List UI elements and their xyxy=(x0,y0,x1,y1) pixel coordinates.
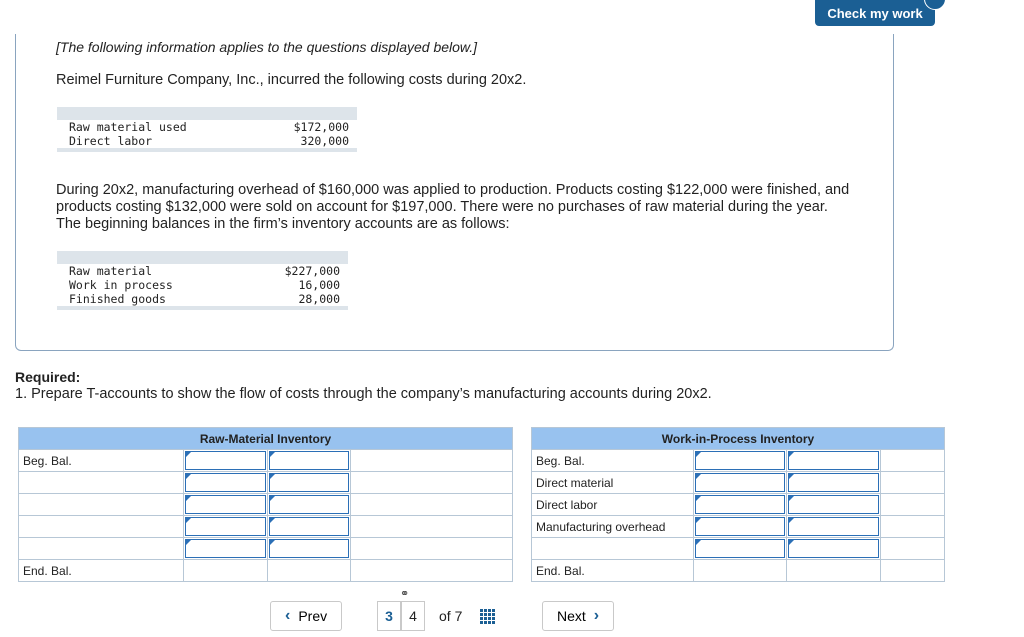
cost-label: Direct labor xyxy=(69,134,153,148)
table-row xyxy=(57,292,348,308)
lead-text: Reimel Furniture Company, Inc., incurred the following costs during 20x2. xyxy=(56,72,527,88)
debit-input[interactable] xyxy=(693,494,787,516)
credit-input[interactable] xyxy=(787,472,881,494)
link-icon: ⚭ xyxy=(400,588,410,600)
row-label xyxy=(19,472,184,494)
table-row xyxy=(57,134,357,150)
row-label xyxy=(881,516,945,538)
credit-input[interactable] xyxy=(787,450,881,472)
debit-input[interactable] xyxy=(693,472,787,494)
balance-value: 16,000 xyxy=(298,278,340,292)
cost-value: $172,000 xyxy=(293,120,349,134)
end-balance-cell xyxy=(787,560,881,582)
end-balance-cell xyxy=(183,560,267,582)
end-balance-label: End. Bal. xyxy=(19,560,184,582)
next-label: Next xyxy=(557,608,586,624)
table-row xyxy=(532,560,945,582)
check-my-work-button[interactable]: Check my work xyxy=(815,0,935,26)
debit-input[interactable] xyxy=(183,450,267,472)
table-row xyxy=(19,560,513,582)
wip-t-account xyxy=(531,427,945,582)
table-row xyxy=(57,114,357,135)
row-label xyxy=(19,538,184,560)
row-label xyxy=(19,516,184,538)
row-label xyxy=(351,494,513,516)
raw-material-t-account xyxy=(18,427,513,582)
credit-input[interactable] xyxy=(267,472,351,494)
required-heading: Required: xyxy=(15,369,81,385)
table-row xyxy=(532,516,945,538)
table-row xyxy=(19,450,513,472)
table-row xyxy=(532,494,945,516)
debit-input[interactable] xyxy=(183,494,267,516)
row-label xyxy=(881,494,945,516)
balance-value: 28,000 xyxy=(298,292,340,306)
credit-input[interactable] xyxy=(267,516,351,538)
balance-value: $227,000 xyxy=(284,264,340,278)
balance-label: Finished goods xyxy=(69,292,166,306)
end-balance-cell xyxy=(351,560,513,582)
row-label: Direct labor xyxy=(532,494,694,516)
required-item: 1. Prepare T-accounts to show the flow of costs through the company’s manufacturing accounts during 20x2. xyxy=(15,386,712,402)
table-row xyxy=(19,472,513,494)
chevron-left-icon: ‹ xyxy=(285,607,291,624)
row-label xyxy=(351,538,513,560)
row-label: Beg. Bal. xyxy=(532,450,694,472)
end-balance-label: End. Bal. xyxy=(532,560,694,582)
table-row xyxy=(19,516,513,538)
credit-input[interactable] xyxy=(267,538,351,560)
prev-label: Prev xyxy=(298,608,328,624)
balance-table xyxy=(57,251,348,310)
row-label xyxy=(351,472,513,494)
credit-input[interactable] xyxy=(267,450,351,472)
table-row xyxy=(57,278,348,292)
table-row xyxy=(532,538,945,560)
row-label: Manufacturing overhead xyxy=(532,516,694,538)
cost-value: 320,000 xyxy=(300,134,349,148)
row-label xyxy=(351,450,513,472)
chevron-right-icon: › xyxy=(593,607,600,624)
balance-label: Raw material xyxy=(69,264,153,278)
row-label xyxy=(351,516,513,538)
prev-button[interactable] xyxy=(270,601,342,631)
table-row xyxy=(19,538,513,560)
next-button[interactable] xyxy=(542,601,614,631)
debit-input[interactable] xyxy=(693,516,787,538)
credit-input[interactable] xyxy=(267,494,351,516)
row-label xyxy=(532,538,694,560)
table-row xyxy=(532,450,945,472)
table-row xyxy=(57,258,348,279)
end-balance-cell xyxy=(693,560,787,582)
row-label xyxy=(881,472,945,494)
t-account-title: Raw-Material Inventory xyxy=(19,428,513,450)
debit-input[interactable] xyxy=(183,516,267,538)
cost-table xyxy=(57,107,357,152)
end-balance-cell xyxy=(881,560,945,582)
row-label xyxy=(881,538,945,560)
t-account-title: Work-in-Process Inventory xyxy=(532,428,945,450)
row-label: Beg. Bal. xyxy=(19,450,184,472)
intro-text: [The following information applies to the questions displayed below.] xyxy=(56,39,478,55)
debit-input[interactable] xyxy=(693,538,787,560)
page-total: of 7 xyxy=(439,608,463,624)
credit-input[interactable] xyxy=(787,516,881,538)
pager xyxy=(377,600,495,632)
table-row xyxy=(19,494,513,516)
debit-input[interactable] xyxy=(183,538,267,560)
page-next[interactable]: 4 xyxy=(401,601,425,631)
credit-input[interactable] xyxy=(787,538,881,560)
page-current[interactable]: 3 xyxy=(377,601,401,631)
end-balance-cell xyxy=(267,560,351,582)
debit-input[interactable] xyxy=(693,450,787,472)
row-label: Direct material xyxy=(532,472,694,494)
grid-icon[interactable] xyxy=(480,609,495,624)
cost-label: Raw material used xyxy=(69,120,187,134)
details-text: During 20x2, manufacturing overhead of $160,000 was applied to production. Products costing $122,000 were finished, and products costing $132,000 were sold on account for $197,000. There were no purchases of raw material during the year. The beginning balances in the firm’s inventory accounts are as follows: xyxy=(56,182,850,232)
debit-input[interactable] xyxy=(183,472,267,494)
row-label xyxy=(881,450,945,472)
table-row xyxy=(532,472,945,494)
credit-input[interactable] xyxy=(787,494,881,516)
balance-label: Work in process xyxy=(69,278,173,292)
row-label xyxy=(19,494,184,516)
